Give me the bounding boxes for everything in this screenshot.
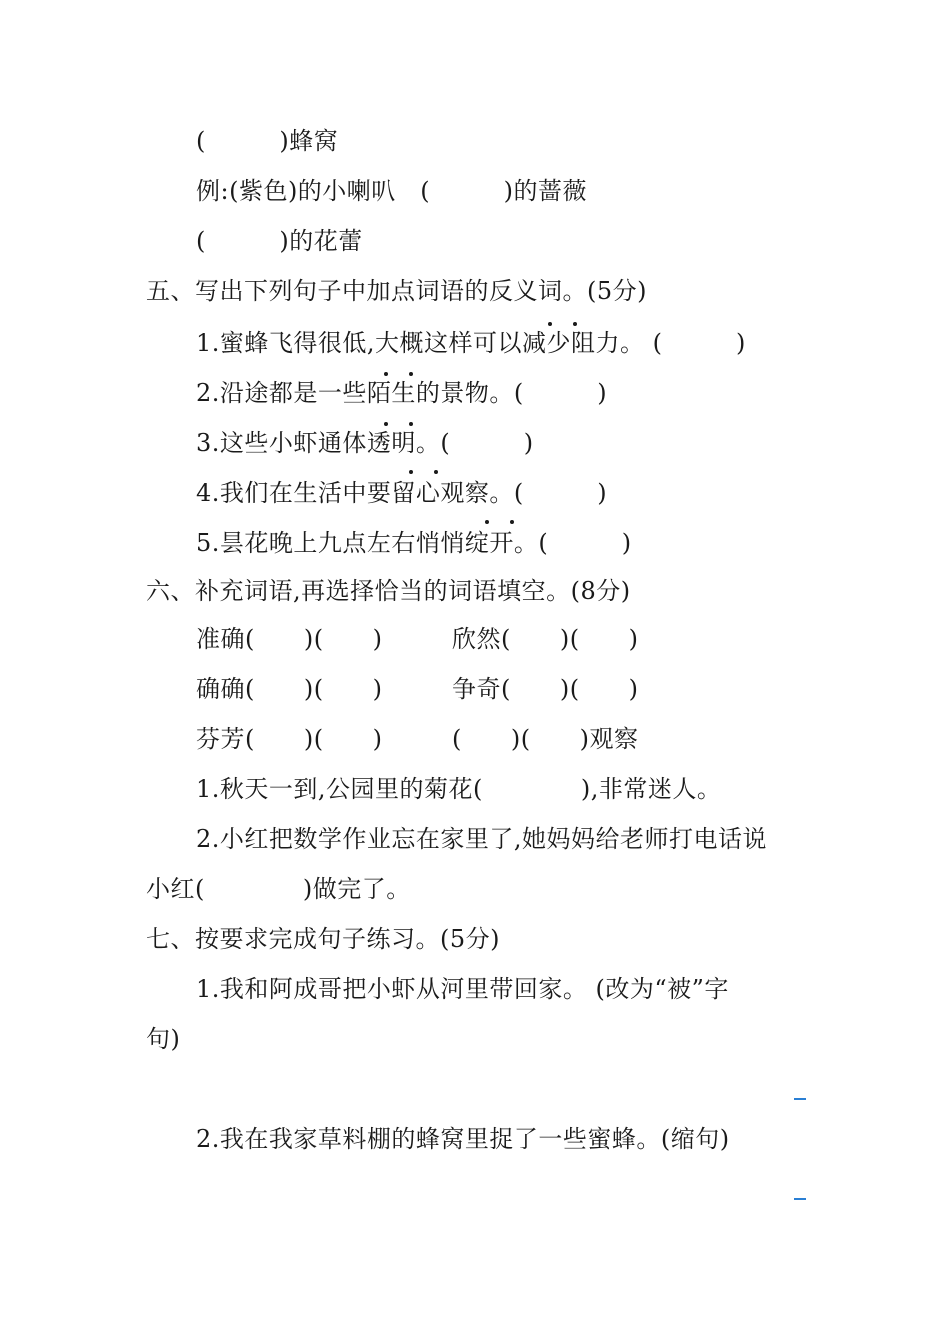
q6-word-left-1: 准确( )( ) (196, 625, 383, 653)
emphasis-dot (409, 372, 413, 376)
emphasis-dot (485, 520, 489, 524)
emphasis-dot (384, 372, 388, 376)
q7-sentence-1-line-2: 句) (146, 1025, 181, 1053)
q6-sentence-2-line-1: 2.小红把数学作业忘在家里了,她妈妈给老师打电话说 (196, 825, 768, 853)
q6-word-right-2: 争奇( )( ) (452, 675, 639, 703)
q6-sentence-1: 1.秋天一到,公园里的菊花( ),非常迷人。 (196, 775, 722, 803)
q6-sentence-2-line-2: 小红( )做完了。 (146, 875, 411, 903)
q5-item-1: 1.蜜蜂飞得很低,大概这样可以减少阻力。 ( ) (196, 329, 746, 357)
q5-item-4: 4.我们在生活中要留心观察。( ) (196, 479, 608, 507)
q5-title: 五、写出下列句子中加点词语的反义词。(5分) (146, 277, 647, 305)
q4-line-honeycomb: ( )蜂窝 (196, 127, 339, 155)
q4-line-bud: ( )的花蕾 (196, 227, 363, 255)
q5-item-5: 5.昙花晚上九点左右悄悄绽开。( ) (196, 529, 632, 557)
answer-line-2[interactable] (794, 1198, 806, 1200)
q6-word-left-2: 确确( )( ) (196, 675, 383, 703)
emphasis-dot (573, 322, 577, 326)
q5-item-2: 2.沿途都是一些陌生的景物。( ) (196, 379, 608, 407)
emphasis-dot (548, 322, 552, 326)
emphasis-dot (409, 422, 413, 426)
q6-word-right-1: 欣然( )( ) (452, 625, 639, 653)
emphasis-dot (384, 422, 388, 426)
q4-example-line: 例:(紫色)的小喇叭 ( )的蔷薇 (196, 177, 588, 205)
q5-item-3: 3.这些小虾通体透明。( ) (196, 429, 534, 457)
q7-sentence-1-line-1: 1.我和阿成哥把小虾从河里带回家。 (改为“被”字 (196, 975, 729, 1003)
q6-word-left-3: 芬芳( )( ) (196, 725, 383, 753)
q6-title: 六、补充词语,再选择恰当的词语填空。(8分) (146, 577, 631, 605)
answer-line-1[interactable] (794, 1098, 806, 1100)
q7-title: 七、按要求完成句子练习。(5分) (146, 925, 500, 953)
emphasis-dot (434, 470, 438, 474)
emphasis-dot (409, 470, 413, 474)
q6-word-right-3: ( )( )观察 (452, 725, 639, 753)
emphasis-dot (510, 520, 514, 524)
q7-sentence-2: 2.我在我家草料棚的蜂窝里捉了一些蜜蜂。(缩句) (196, 1125, 730, 1153)
